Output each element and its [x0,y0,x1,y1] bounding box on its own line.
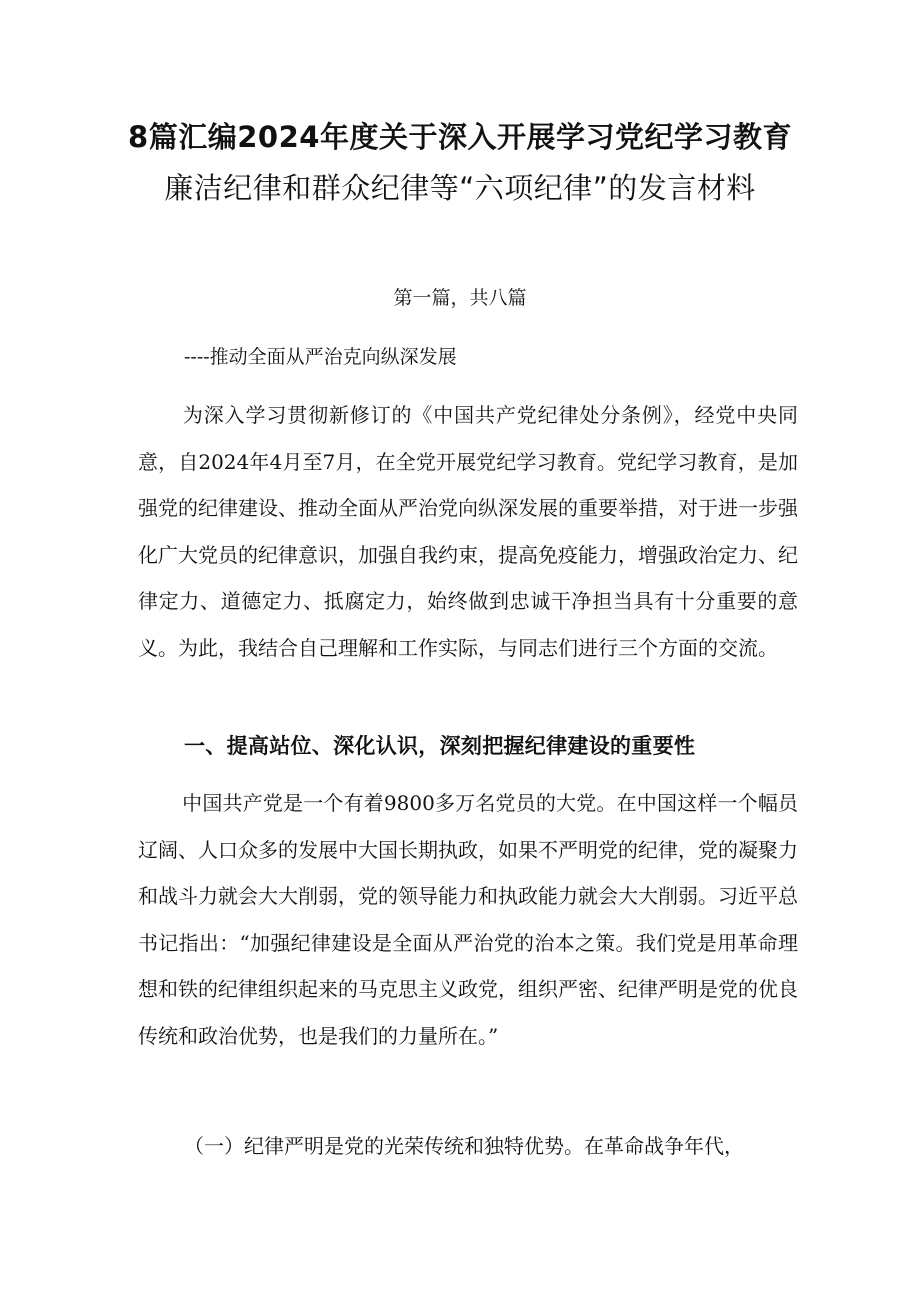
section-heading-1: 一、提高站位、深化认识，深刻把握纪律建设的重要性 [184,734,696,758]
intro-paragraph-text: 为深入学习贯彻新修订的《中国共产党纪律处分条例》，经党中央同意，自2024年4月至7月，在全党开展党纪学习教育。党纪学习教育，是加强党的纪律建设、推动全面从严治党向纵深发展的重要举措，对于进一步强化广大党员的纪律意识，加强自我约束，提高免疫能力，增强政治定力、纪律定力、道德定力、抵腐定力，始终做到忠诚干净担当具有十分重要的意义。为此，我结合自己理解和工作实际，与同志们进行三个方面的交流。 [138,403,798,660]
body-paragraph-2-text: 中国共产党是一个有着9800多万名党员的大党。在中国这样一个幅员辽阔、人口众多的发展中大国长期执政，如果不严明党的纪律，党的凝聚力和战斗力就会大大削弱，党的领导能力和执政能力就会大大削弱。习近平总书记指出：“加强纪律建设是全面从严治党的治本之策。我们党是用革命理想和铁的纪律组织起来的马克思主义政党，组织严密、纪律严明是党的优良传统和政治优势，也是我们的力量所在。” [138,791,798,1048]
part-subtitle: 第一篇，共八篇 [393,287,527,309]
document-title-line-2: 廉洁纪律和群众纪律等“六项纪律”的发言材料 [164,171,756,205]
dash-heading: ----推动全面从严治克向纵深发展 [184,346,457,368]
body-paragraph-3: （一）纪律严明是党的光荣传统和独特优势。在革命战争年代， [184,1134,744,1158]
document-title-line-1: 8篇汇编2024年度关于深入开展学习党纪学习教育 [128,120,792,154]
body-paragraph-2 [138,780,798,1059]
intro-paragraph [138,392,798,671]
